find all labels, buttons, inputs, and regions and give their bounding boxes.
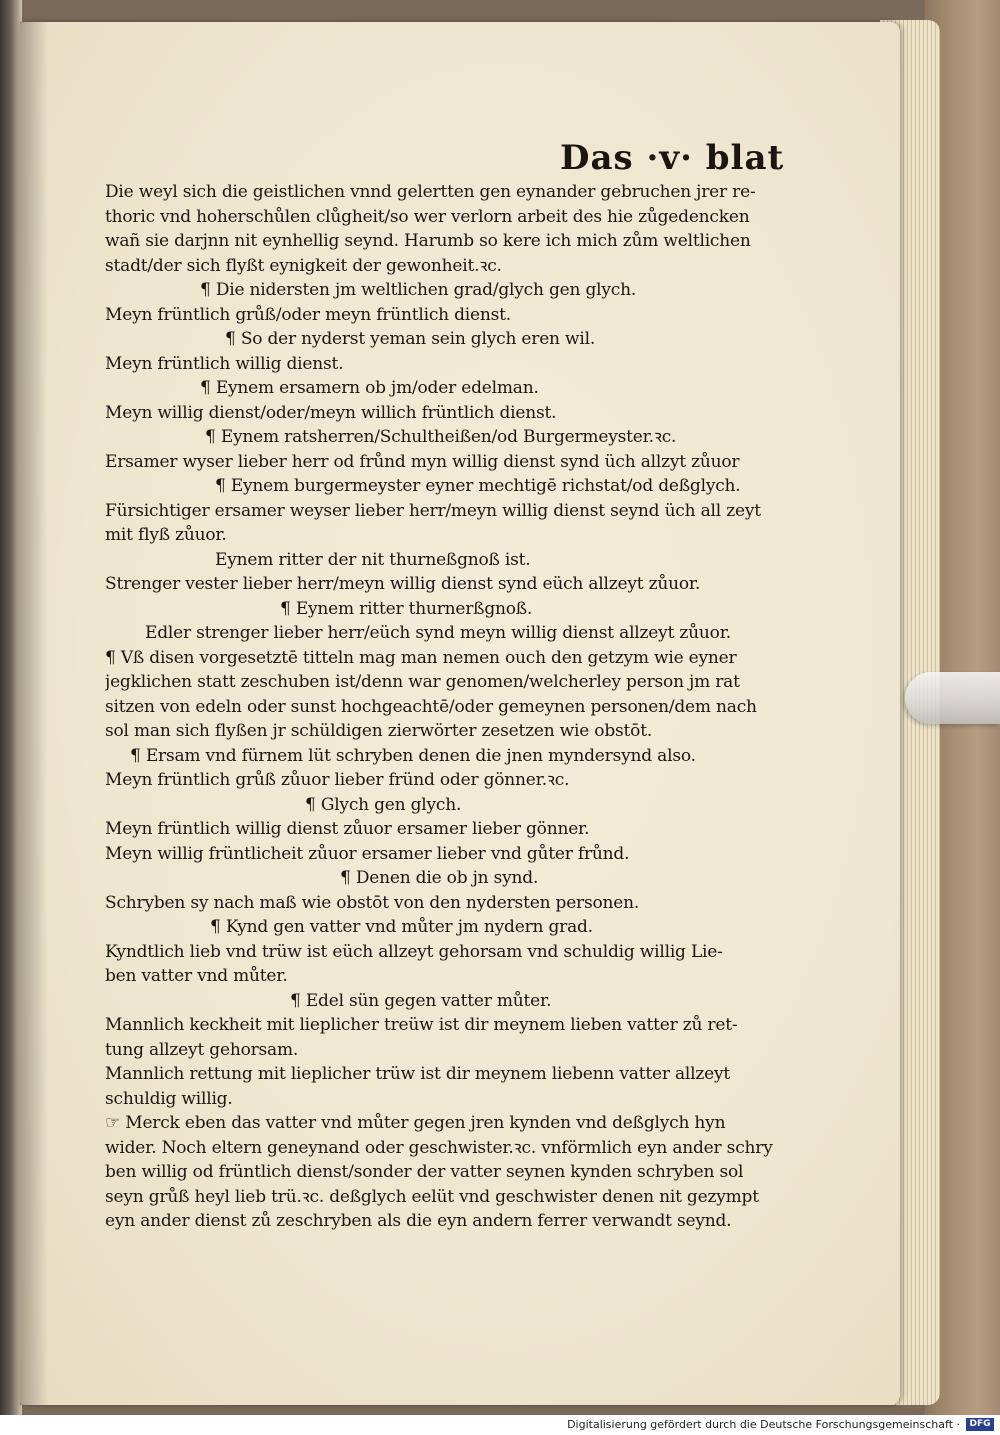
dfg-logo: DFG	[966, 1418, 994, 1431]
text-line: Meyn früntlich willig dienst zůuor ersamer lieber gönner.	[105, 819, 590, 839]
text-line: Edler strenger lieber herr/eüch synd meyn willig dienst allzeyt zůuor.	[145, 623, 731, 643]
text-line: ¶ Eynem ratsherren/Schultheißen/od Burgermeyster.ꝛc.	[205, 427, 677, 447]
text-line: mit flyß zůuor.	[105, 525, 227, 545]
text-line: ¶ Glych gen glych.	[305, 794, 462, 815]
text-line: ¶ Die nidersten jm weltlichen grad/glych gen glych.	[200, 280, 637, 300]
body-text	[105, 180, 785, 1234]
text-line: Meyn willig früntlicheit zůuor ersamer lieber vnd gůter frůnd.	[105, 843, 630, 864]
text-line: Kyndtlich lieb vnd trüw ist eüch allzeyt gehorsam vnd schuldig willig Lie-	[105, 941, 723, 962]
text-line: ¶ Ersam vnd fürnem lüt schryben denen die jnen myndersynd also.	[130, 745, 696, 766]
page-clip	[905, 672, 1000, 724]
text-line: ¶ Vß disen vorgesetztē titteln mag man nemen ouch den getzym wie eyner	[105, 647, 737, 668]
text-line: ¶ Eynem ersamern ob jm/oder edelman.	[200, 378, 539, 398]
text-line: schuldig willig.	[105, 1088, 233, 1109]
text-line: ¶ Eynem burgermeyster eyner mechtigē richstat/od deßglych.	[215, 476, 741, 496]
left-leaf-edge	[0, 0, 22, 1415]
text-line: ☞ Merck eben das vatter vnd můter gegen jren kynden vnd deßglych hyn	[105, 1113, 726, 1133]
text-line: Strenger vester lieber herr/meyn willig dienst synd eüch allzeyt zůuor.	[105, 574, 701, 594]
text-line: Meyn willig dienst/oder/meyn willich früntlich dienst.	[105, 402, 557, 423]
text-line: eyn ander dienst zů zeschryben als die eyn andern ferrer verwandt seynd.	[105, 1211, 732, 1231]
text-line: Mannlich rettung mit lieplicher trüw ist dir meynem liebenn vatter allzeyt	[105, 1064, 731, 1084]
gutter-shadow	[20, 22, 48, 1405]
text-line: sol man sich flyßen jr schüldigen zierwörter zesetzen wie obstōt.	[105, 721, 653, 741]
footer-bar	[0, 1415, 1000, 1435]
text-line: ¶ Eynem ritter thurnerßgnoß.	[280, 598, 533, 619]
text-line: Meyn früntlich grůß zůuor lieber fründ oder gönner.ꝛc.	[105, 770, 570, 790]
text-line: ¶ Denen die ob jn synd.	[340, 868, 539, 888]
text-line: Ersamer wyser lieber herr od frůnd myn willig dienst synd üch allzyt zůuor	[105, 451, 740, 472]
text-line: Eynem ritter der nit thurneßgnoß ist.	[215, 549, 531, 570]
text-line: ben vatter vnd můter.	[105, 966, 288, 986]
text-line: thoric vnd hoherschůlen clůgheit/so wer verlorn arbeit des hie zůgedencken	[105, 206, 750, 227]
text-line: Die weyl sich die geistlichen vnnd gelertten gen eynander gebruchen jrer re-	[105, 182, 756, 202]
text-line: Mannlich keckheit mit lieplicher treüw ist dir meynem lieben vatter zů ret-	[105, 1015, 738, 1035]
text-line: wider. Noch eltern geneynand oder geschwister.ꝛc. vnförmlich eyn ander schry	[105, 1137, 773, 1158]
text-line: ¶ Kynd gen vatter vnd můter jm nydern grad.	[210, 917, 593, 937]
text-line: ben willig od früntlich dienst/sonder der vatter seynen kynden schryben sol	[105, 1162, 744, 1182]
text-line: ¶ Edel sün gegen vatter můter.	[290, 990, 552, 1011]
text-line: Meyn früntlich grůß/oder meyn früntlich dienst.	[105, 304, 511, 325]
running-head: Das ·v· blat	[560, 138, 785, 178]
text-line: Fürsichtiger ersamer weyser lieber herr/meyn willig dienst seynd üch all zeyt	[105, 500, 761, 521]
text-line: jegklichen statt zeschuben ist/denn war genomen/welcherley person jm rat	[105, 672, 740, 692]
text-line: Schryben sy nach maß wie obstōt von den nydersten personen.	[105, 892, 640, 913]
text-line: tung allzeyt gehorsam.	[105, 1039, 299, 1060]
text-line: ¶ So der nyderst yeman sein glych eren wil.	[225, 329, 596, 349]
text-line: Meyn früntlich willig dienst.	[105, 353, 344, 374]
text-line: seyn grůß heyl lieb trü.ꝛc. deßglych eelüt vnd geschwister denen nit gezympt	[105, 1186, 759, 1207]
text-line: sitzen von edeln oder sunst hochgeachtē/oder gemeynen personen/dem nach	[105, 696, 757, 717]
funding-note: Digitalisierung gefördert durch die Deutsche Forschungsgemeinschaft ·	[567, 1418, 960, 1431]
text-line: wañ sie darjnn nit eynhellig seynd. Harumb so kere ich mich zům weltlichen	[105, 231, 751, 251]
text-line: stadt/der sich flyßt eynigkeit der gewonheit.ꝛc.	[105, 255, 502, 276]
